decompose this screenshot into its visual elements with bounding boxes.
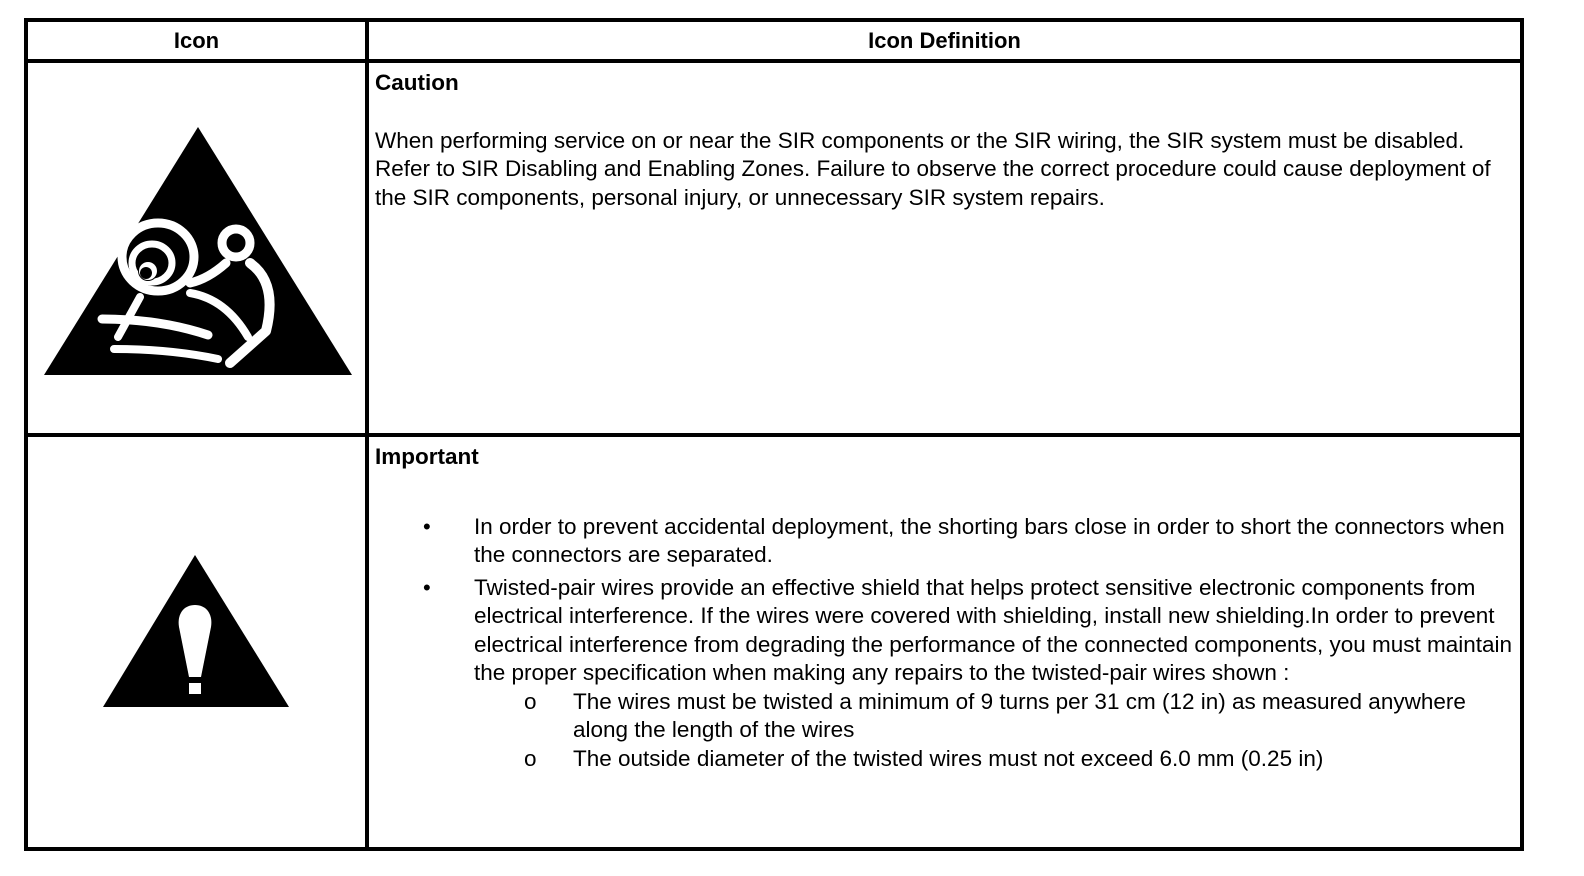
bullet-text: In order to prevent accidental deployment, the shorting bars close in order to short the connectors when the connectors are separated. — [474, 513, 1505, 567]
sub-bullet-list — [474, 688, 1516, 774]
icon-cell-caution — [26, 61, 367, 435]
sub-bullet-text: The wires must be twisted a minimum of 9 turns per 31 cm (12 in) as measured anywhere along the length of the wires — [573, 688, 1466, 742]
sir-airbag-caution-icon — [40, 123, 356, 379]
list-item — [375, 574, 1516, 774]
bullet-icon: • — [423, 513, 431, 539]
bullet-icon: • — [423, 574, 431, 600]
important-title: Important — [375, 444, 479, 469]
list-item — [474, 688, 1516, 745]
header-icon: Icon — [26, 20, 367, 61]
definition-cell-caution — [367, 61, 1522, 435]
header-icon-definition: Icon Definition — [367, 20, 1522, 61]
icon-cell-important — [26, 435, 367, 849]
list-item — [474, 745, 1516, 774]
bullet-text: Twisted-pair wires provide an effective shield that helps protect sensitive electronic components from electrical interference. If the wires were covered with shielding, install new shielding.In order to prevent electrical interference from degrading the performance of the connected components, you must maintain the proper specification when making any repairs to the twisted-pair wires shown : — [474, 574, 1513, 685]
exclamation-warning-icon — [99, 553, 295, 709]
sub-bullet-icon: o — [524, 688, 537, 714]
important-bullet-list — [375, 513, 1516, 774]
caution-title: Caution — [375, 70, 459, 95]
definition-cell-important — [367, 435, 1522, 849]
list-item — [375, 513, 1516, 570]
sub-bullet-text: The outside diameter of the twisted wires must not exceed 6.0 mm (0.25 in) — [573, 745, 1324, 771]
caution-text: When performing service on or near the SIR components or the SIR wiring, the SIR system must be disabled. Refer to SIR Disabling and Enabling Zones. Failure to observe the correct procedure could cause deployment of the SIR components, personal injury, or unnecessary SIR system repairs. — [375, 127, 1491, 210]
sub-bullet-icon: o — [524, 745, 537, 771]
table-row-important — [26, 435, 1522, 849]
icon-definition-table — [24, 18, 1524, 851]
table-row-caution — [26, 61, 1522, 435]
table-header-row — [26, 20, 1522, 61]
